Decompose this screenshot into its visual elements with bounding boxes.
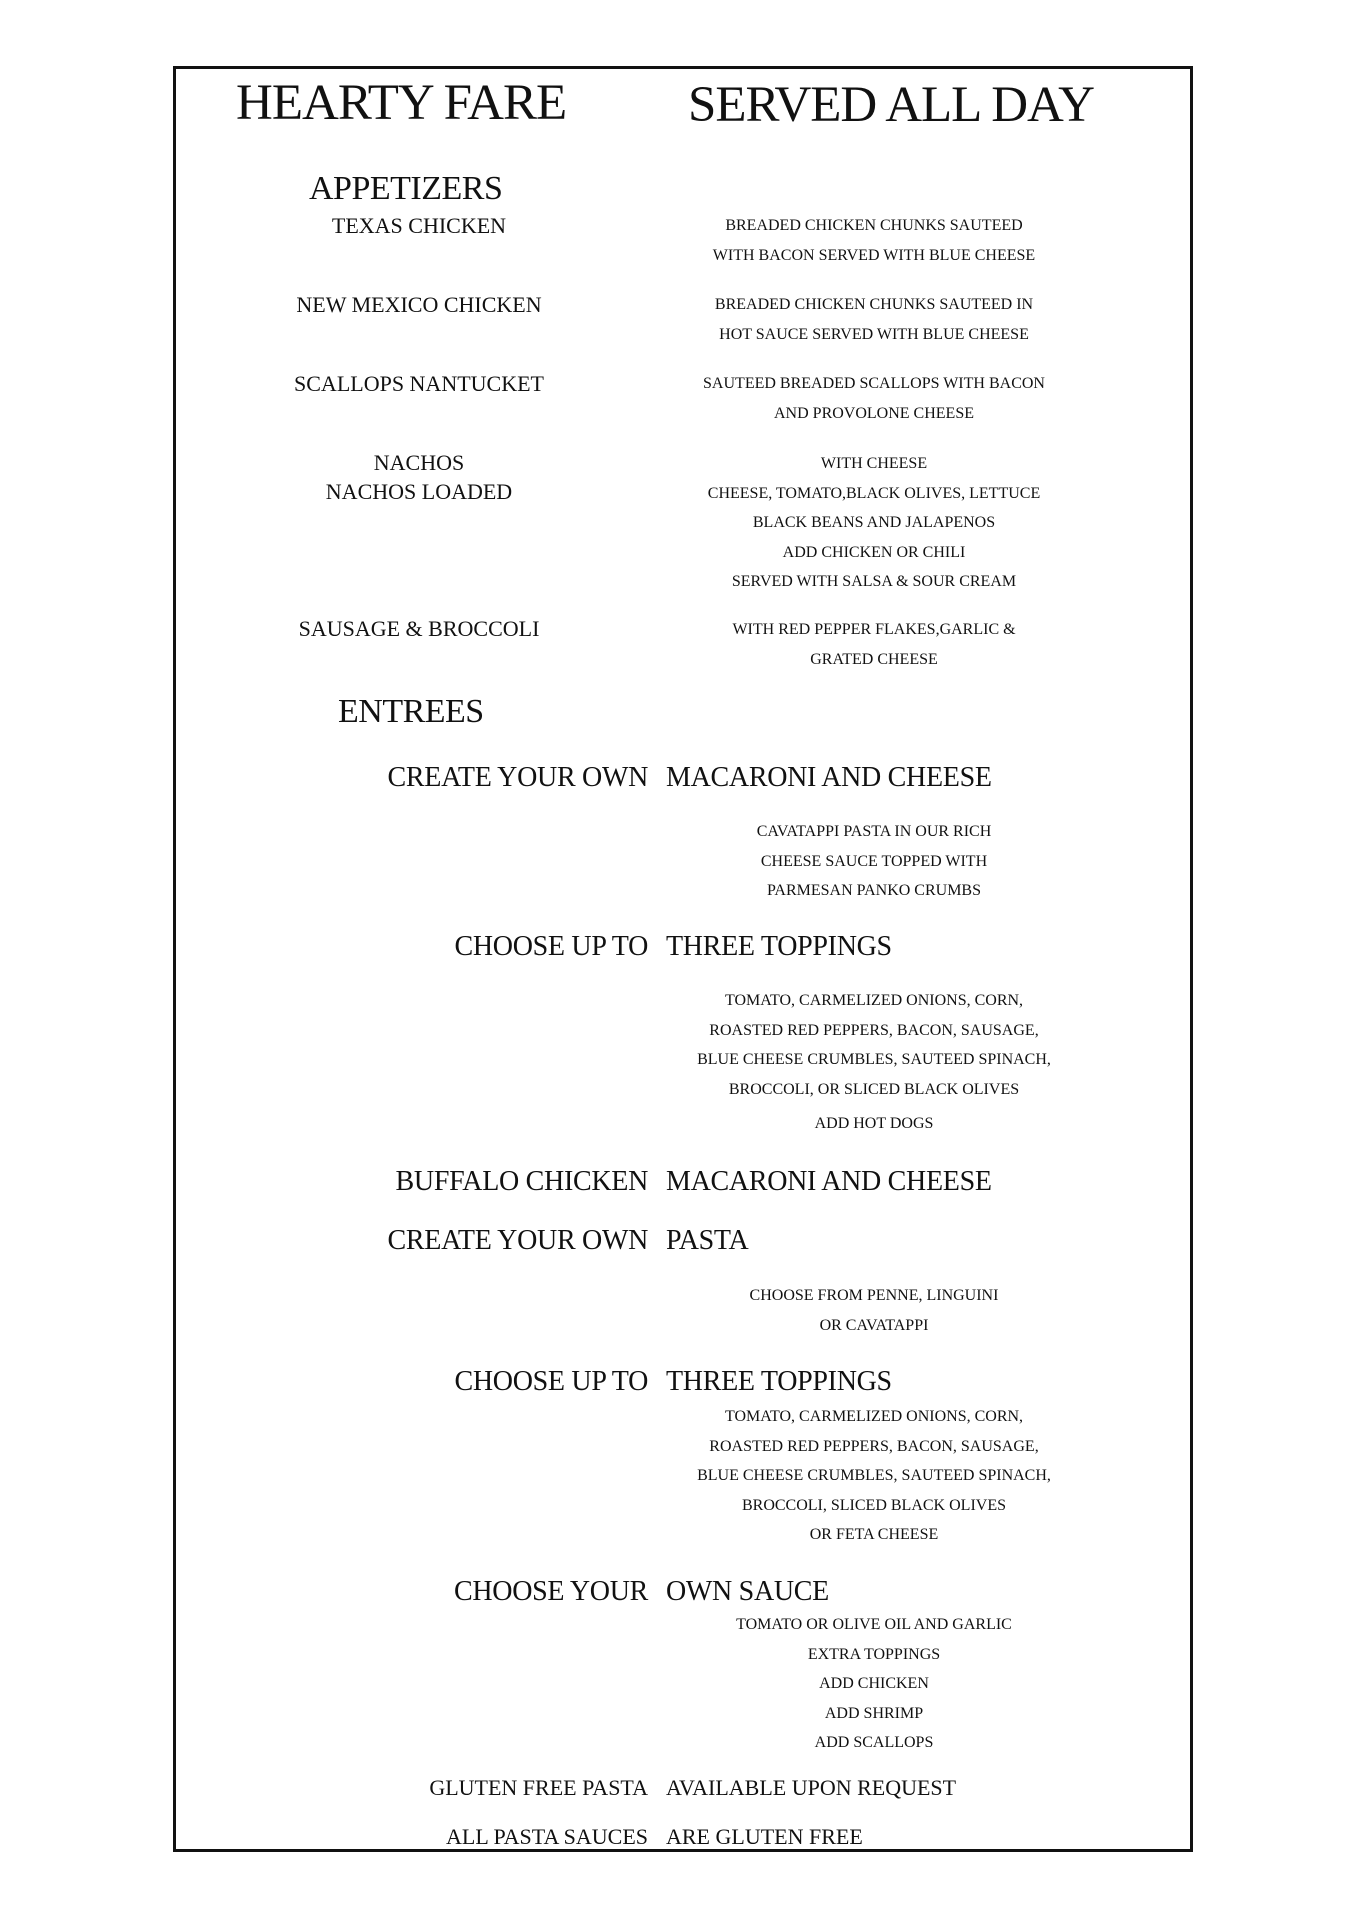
item-scallops-nantucket: SCALLOPS NANTUCKET	[294, 371, 544, 396]
sauce-right: OWN SAUCE	[666, 1576, 829, 1607]
gluten-free-right: AVAILABLE UPON REQUEST	[666, 1775, 957, 1800]
buffalo-left: BUFFALO CHICKEN	[395, 1166, 648, 1197]
menu-title: HEARTY FARE	[236, 75, 567, 131]
mac-right: MACARONI AND CHEESE	[666, 762, 992, 793]
new-mexico-chicken-desc: BREADED CHICKEN CHUNKS SAUTEED IN HOT SAUCE SERVED WITH BLUE CHEESE	[714, 296, 1034, 343]
served-all-day-title: SERVED ALL DAY	[688, 77, 1095, 133]
entrees-heading: ENTREES	[338, 693, 484, 730]
pasta-desc: CHOOSE FROM PENNE, LINGUINI OR CAVATAPPI	[749, 1287, 999, 1334]
item-sausage-broccoli: SAUSAGE & BROCCOLI	[298, 616, 540, 641]
item-texas-chicken: TEXAS CHICKEN	[331, 213, 507, 238]
mac-toppings-desc: TOMATO, CARMELIZED ONIONS, CORN, ROASTED RED PEPPERS, BACON, SAUSAGE, BLUE CHEESE CRUMBLES, SAUTEED SPINACH, BROCCOLI, OR SLICED BLACK OLIVES ADD HOT DOGS	[697, 992, 1051, 1132]
mac-toppings-left: CHOOSE UP TO	[454, 931, 648, 962]
pasta-toppings-desc: TOMATO, CARMELIZED ONIONS, CORN, ROASTED RED PEPPERS, BACON, SAUSAGE, BLUE CHEESE CRUMBLES, SAUTEED SPINACH, BROCCOLI, SLICED BLACK OLIVES OR FETA CHEESE	[697, 1408, 1051, 1543]
nachos-desc: WITH CHEESE CHEESE, TOMATO,BLACK OLIVES, LETTUCE BLACK BEANS AND JALAPENOS ADD CHICKEN OR CHILI SERVED WITH SALSA & SOUR CREAM	[707, 455, 1041, 590]
texas-chicken-desc: BREADED CHICKEN CHUNKS SAUTEED WITH BACON SERVED WITH BLUE CHEESE	[712, 217, 1036, 264]
pasta-left: CREATE YOUR OWN	[387, 1225, 648, 1256]
mac-toppings-right: THREE TOPPINGS	[666, 931, 892, 962]
sausage-broccoli-desc: WITH RED PEPPER FLAKES,GARLIC & GRATED CHEESE	[732, 621, 1016, 668]
sauces-gluten-free-right: ARE GLUTEN FREE	[666, 1824, 863, 1849]
buffalo-right: MACARONI AND CHEESE	[666, 1166, 992, 1197]
scallops-nantucket-desc: SAUTEED BREADED SCALLOPS WITH BACON AND PROVOLONE CHEESE	[703, 375, 1045, 422]
sauce-desc: TOMATO OR OLIVE OIL AND GARLIC EXTRA TOPPINGS ADD CHICKEN ADD SHRIMP ADD SCALLOPS	[736, 1616, 1012, 1751]
gluten-free-left: GLUTEN FREE PASTA	[429, 1775, 648, 1800]
appetizers-heading: APPETIZERS	[309, 170, 503, 207]
mac-desc: CAVATAPPI PASTA IN OUR RICH CHEESE SAUCE TOPPED WITH PARMESAN PANKO CRUMBS	[756, 823, 992, 899]
item-nachos: NACHOS	[373, 450, 465, 475]
item-new-mexico-chicken: NEW MEXICO CHICKEN	[296, 292, 542, 317]
pasta-right: PASTA	[666, 1225, 749, 1256]
sauces-gluten-free-left: ALL PASTA SAUCES	[446, 1824, 648, 1849]
pasta-toppings-left: CHOOSE UP TO	[454, 1366, 648, 1397]
item-nachos-loaded: NACHOS LOADED	[325, 479, 513, 504]
pasta-toppings-right: THREE TOPPINGS	[666, 1366, 892, 1397]
mac-left: CREATE YOUR OWN	[387, 762, 648, 793]
sauce-left: CHOOSE YOUR	[453, 1576, 648, 1607]
